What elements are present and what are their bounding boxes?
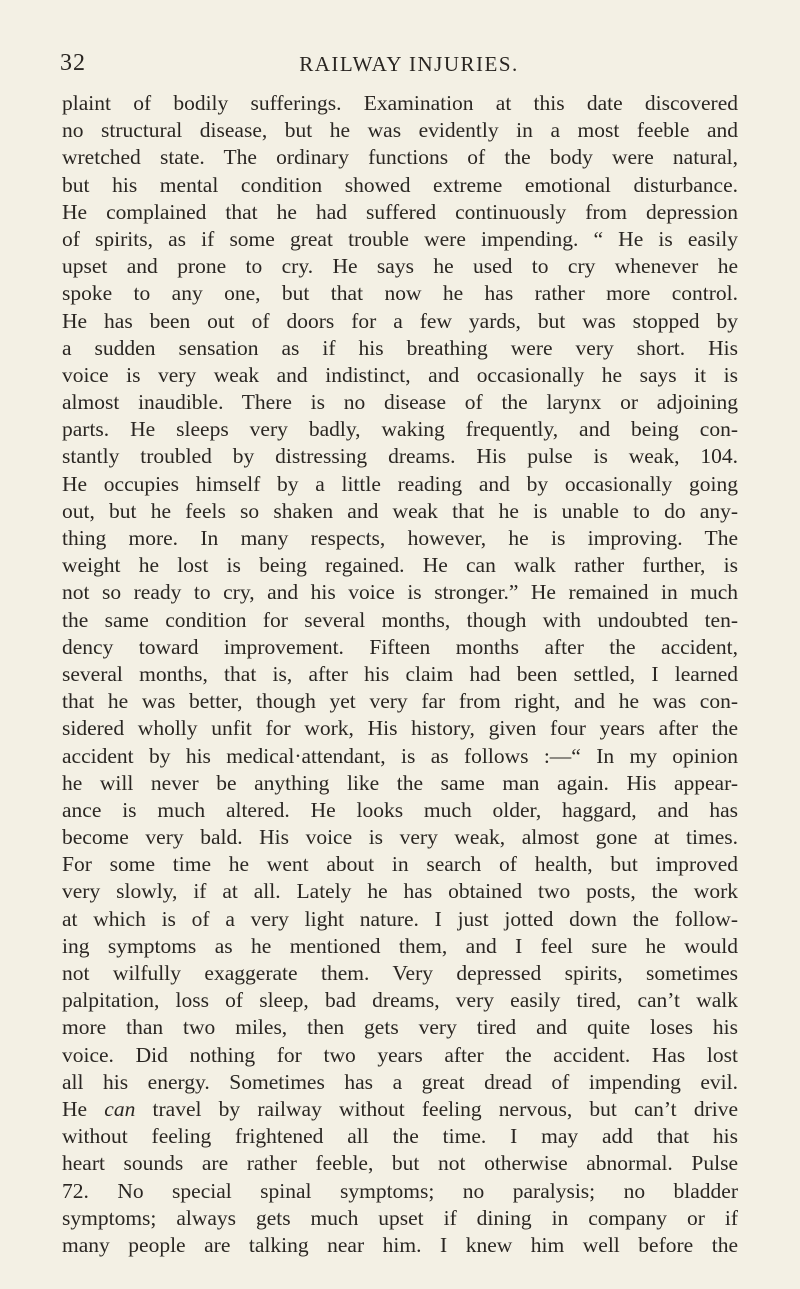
text-line: accident by his medical·attendant, is as follows :—“ In my opinion	[62, 743, 738, 768]
text-line: many people are talking near him. I knew him well before the	[62, 1232, 738, 1257]
text-line: upset and prone to cry. He says he used to cry whenever he	[62, 254, 738, 279]
text-line: heart sounds are rather feeble, but not otherwise abnormal. Pulse	[62, 1151, 738, 1176]
text-line: voice. Did nothing for two years after the accident. Has lost	[62, 1042, 738, 1067]
text-line: without feeling frightened all the time. I may add that his	[62, 1124, 738, 1149]
text-line: weight he lost is being regained. He can walk rather further, is	[62, 553, 738, 578]
text-line: that he was better, though yet very far from right, and he was con-	[62, 689, 738, 714]
text-fragment: travel by railway without feeling nervous, but can’t drive	[152, 1096, 738, 1121]
text-line: spoke to any one, but that now he has rather more control.	[62, 281, 738, 306]
text-line: He has been out of doors for a few yards, but was stopped by	[62, 308, 738, 333]
text-line: very slowly, if at all. Lately he has obtained two posts, the work	[62, 879, 738, 904]
text-line: ance is much altered. He looks much older, haggard, and has	[62, 797, 738, 822]
text-line: at which is of a very light nature. I just jotted down the follow-	[62, 906, 738, 931]
text-line: sidered wholly unfit for work, His history, given four years after the	[62, 716, 738, 741]
text-line: of spirits, as if some great trouble were impending. “ He is easily	[62, 226, 738, 251]
text-line: he will never be anything like the same man again. His appear-	[62, 770, 738, 795]
text-line: 72. No special spinal symptoms; no paralysis; no bladder	[62, 1178, 738, 1203]
text-line: no structural disease, but he was evidently in a most feeble and	[62, 118, 738, 143]
text-line: thing more. In many respects, however, he is improving. The	[62, 526, 738, 550]
text-line: out, but he feels so shaken and weak that he is unable to do any-	[62, 498, 738, 523]
text-line: palpitation, loss of sleep, bad dreams, very easily tired, can’t walk	[62, 988, 738, 1013]
italic-word: can	[104, 1096, 136, 1121]
text-line: more than two miles, then gets very tired and quite loses his	[62, 1015, 738, 1040]
running-title: RAILWAY INJURIES.	[299, 52, 519, 76]
text-line: plaint of bodily sufferings. Examination at this date discovered	[62, 91, 738, 115]
text-line: dency toward improvement. Fifteen months after the accident,	[62, 634, 738, 659]
body-text	[62, 90, 738, 1259]
text-line: He complained that he had suffered continuously from depression	[62, 199, 738, 224]
text-line: voice is very weak and indistinct, and occasionally he says it is	[62, 362, 738, 387]
text-line: but his mental condition showed extreme emotional disturbance.	[62, 172, 738, 197]
text-line: become very bald. His voice is very weak, almost gone at times.	[62, 825, 738, 850]
text-line: He occupies himself by a little reading and by occasionally going	[62, 471, 738, 496]
text-line: For some time he went about in search of health, but improved	[62, 852, 738, 877]
text-line-with-italic	[62, 1096, 738, 1123]
running-head	[60, 50, 740, 90]
text-line: not wilfully exaggerate them. Very depressed spirits, sometimes	[62, 961, 738, 985]
text-line: parts. He sleeps very badly, waking frequently, and being con-	[62, 417, 738, 442]
text-line: the same condition for several months, though with undoubted ten-	[62, 607, 738, 632]
text-line: several months, that is, after his claim had been settled, I learned	[62, 661, 738, 686]
text-fragment: He	[62, 1096, 88, 1121]
page-number: 32	[60, 50, 86, 76]
text-line: wretched state. The ordinary functions of the body were natural,	[62, 145, 738, 170]
text-line: almost inaudible. There is no disease of the larynx or adjoining	[62, 390, 738, 415]
text-line: all his energy. Sometimes has a great dread of impending evil.	[62, 1069, 738, 1094]
text-line: stantly troubled by distressing dreams. His pulse is weak, 104.	[62, 444, 738, 469]
text-line: ing symptoms as he mentioned them, and I feel sure he would	[62, 933, 738, 958]
text-line: not so ready to cry, and his voice is stronger.” He remained in much	[62, 580, 738, 605]
text-line: a sudden sensation as if his breathing were very short. His	[62, 335, 738, 360]
text-line: symptoms; always gets much upset if dining in company or if	[62, 1205, 738, 1230]
